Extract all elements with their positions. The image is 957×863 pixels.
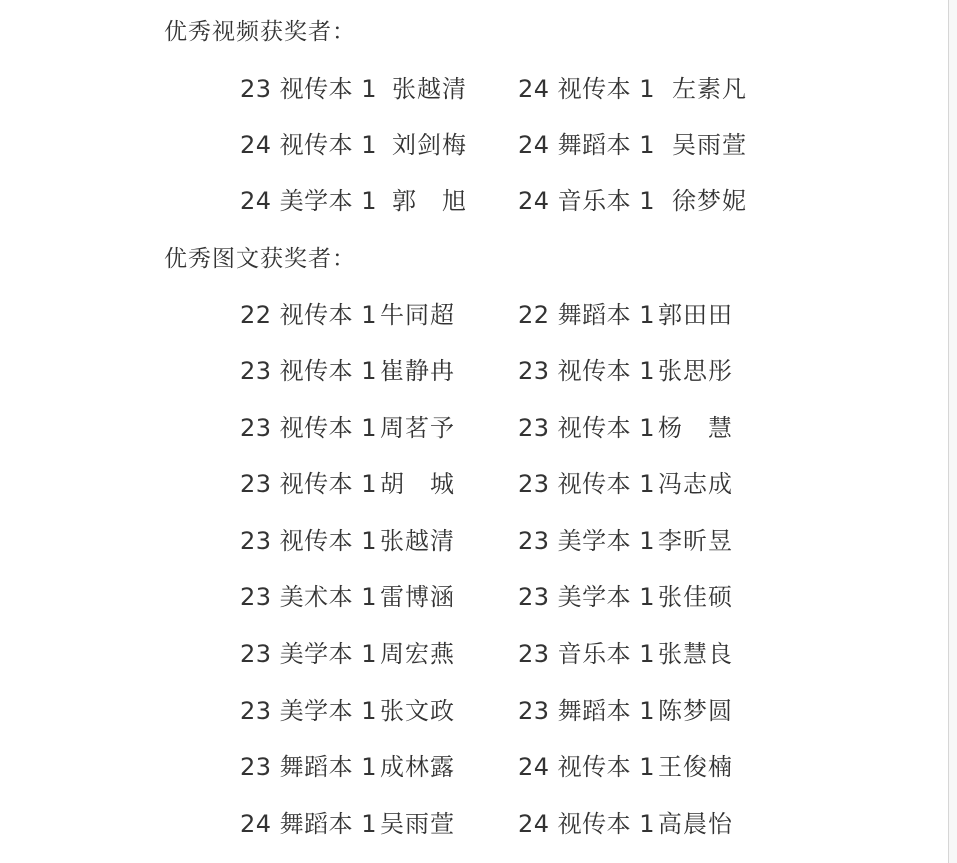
winner-name: 左素凡 xyxy=(672,75,747,103)
class-label: 23 视传本 1 xyxy=(240,527,378,555)
winner-name: 崔静冉 xyxy=(380,357,455,385)
winner-name: 张佳硕 xyxy=(658,583,733,611)
class-label: 24 音乐本 1 xyxy=(518,187,656,215)
class-label: 22 舞蹈本 1 xyxy=(518,301,656,329)
winner-name: 张越清 xyxy=(392,75,467,103)
class-label: 24 视传本 1 xyxy=(240,131,378,159)
graphic-entry-right xyxy=(518,807,655,841)
graphic-entry-left xyxy=(240,807,377,841)
winner-name: 牛同超 xyxy=(380,301,455,329)
class-label: 23 音乐本 1 xyxy=(518,640,656,668)
graphic-section-title: 优秀图文获奖者： xyxy=(164,246,356,272)
graphic-row-9 xyxy=(0,750,957,784)
video-entry-left xyxy=(240,128,377,162)
class-label: 23 美学本 1 xyxy=(240,640,378,668)
video-entry-right xyxy=(518,184,655,218)
winner-name: 陈梦圆 xyxy=(658,697,733,725)
graphic-row-1 xyxy=(0,298,957,332)
graphic-entry-left xyxy=(240,637,377,671)
graphic-entry-right xyxy=(518,580,655,614)
winner-name: 李昕昱 xyxy=(658,527,733,555)
video-entry-right xyxy=(518,72,655,106)
class-label: 23 视传本 1 xyxy=(518,357,656,385)
graphic-entry-left xyxy=(240,298,377,332)
graphic-row-7 xyxy=(0,637,957,671)
graphic-entry-left xyxy=(240,411,377,445)
graphic-entry-right xyxy=(518,411,655,445)
class-label: 24 舞蹈本 1 xyxy=(240,810,378,838)
graphic-row-3 xyxy=(0,411,957,445)
class-label: 23 视传本 1 xyxy=(518,414,656,442)
class-label: 23 美学本 1 xyxy=(240,697,378,725)
graphic-entry-right xyxy=(518,354,655,388)
graphic-entry-right xyxy=(518,694,655,728)
class-label: 24 视传本 1 xyxy=(518,75,656,103)
graphic-row-2 xyxy=(0,354,957,388)
video-section-title: 优秀视频获奖者： xyxy=(164,19,356,45)
graphic-entry-right xyxy=(518,298,655,332)
winner-name: 张越清 xyxy=(380,527,455,555)
graphic-row-4 xyxy=(0,467,957,501)
winner-name: 徐梦妮 xyxy=(672,187,747,215)
class-label: 24 视传本 1 xyxy=(518,753,656,781)
video-entry-right xyxy=(518,128,655,162)
graphic-entry-left xyxy=(240,580,377,614)
winner-name: 郭 旭 xyxy=(392,187,467,215)
video-row-2 xyxy=(0,128,957,162)
class-label: 23 美学本 1 xyxy=(518,583,656,611)
winner-name: 张思彤 xyxy=(658,357,733,385)
class-label: 23 视传本 1 xyxy=(240,357,378,385)
class-label: 22 视传本 1 xyxy=(240,301,378,329)
winner-name: 雷博涵 xyxy=(380,583,455,611)
class-label: 23 视传本 1 xyxy=(240,414,378,442)
video-row-1 xyxy=(0,72,957,106)
class-label: 24 美学本 1 xyxy=(240,187,378,215)
class-label: 23 视传本 1 xyxy=(240,75,378,103)
class-label: 23 舞蹈本 1 xyxy=(240,753,378,781)
winner-name: 高晨怡 xyxy=(658,810,733,838)
class-label: 23 美学本 1 xyxy=(518,527,656,555)
class-label: 24 舞蹈本 1 xyxy=(518,131,656,159)
graphic-row-10 xyxy=(0,807,957,841)
video-entry-left xyxy=(240,72,377,106)
graphic-entry-left xyxy=(240,694,377,728)
video-row-3 xyxy=(0,184,957,218)
winner-name: 郭田田 xyxy=(658,301,733,329)
class-label: 23 视传本 1 xyxy=(518,470,656,498)
winner-name: 张文政 xyxy=(380,697,455,725)
winner-name: 吴雨萱 xyxy=(380,810,455,838)
page-edge xyxy=(948,0,957,863)
winner-name: 刘剑梅 xyxy=(392,131,467,159)
class-label: 24 视传本 1 xyxy=(518,810,656,838)
winner-name: 胡 城 xyxy=(380,470,455,498)
winner-name: 王俊楠 xyxy=(658,753,733,781)
class-label: 23 视传本 1 xyxy=(240,470,378,498)
class-label: 23 美术本 1 xyxy=(240,583,378,611)
class-label: 23 舞蹈本 1 xyxy=(518,697,656,725)
graphic-entry-left xyxy=(240,750,377,784)
graphic-row-8 xyxy=(0,694,957,728)
winner-name: 杨 慧 xyxy=(658,414,733,442)
graphic-row-6 xyxy=(0,580,957,614)
graphic-row-5 xyxy=(0,524,957,558)
video-entry-left xyxy=(240,184,377,218)
winner-name: 张慧良 xyxy=(658,640,733,668)
winner-name: 成林露 xyxy=(380,753,455,781)
graphic-entry-right xyxy=(518,467,655,501)
graphic-entry-right xyxy=(518,637,655,671)
winner-name: 吴雨萱 xyxy=(672,131,747,159)
graphic-entry-left xyxy=(240,354,377,388)
winner-name: 冯志成 xyxy=(658,470,733,498)
graphic-entry-left xyxy=(240,524,377,558)
graphic-entry-right xyxy=(518,524,655,558)
graphic-entry-left xyxy=(240,467,377,501)
winner-name: 周宏燕 xyxy=(380,640,455,668)
graphic-entry-right xyxy=(518,750,655,784)
winner-name: 周茗予 xyxy=(380,414,455,442)
